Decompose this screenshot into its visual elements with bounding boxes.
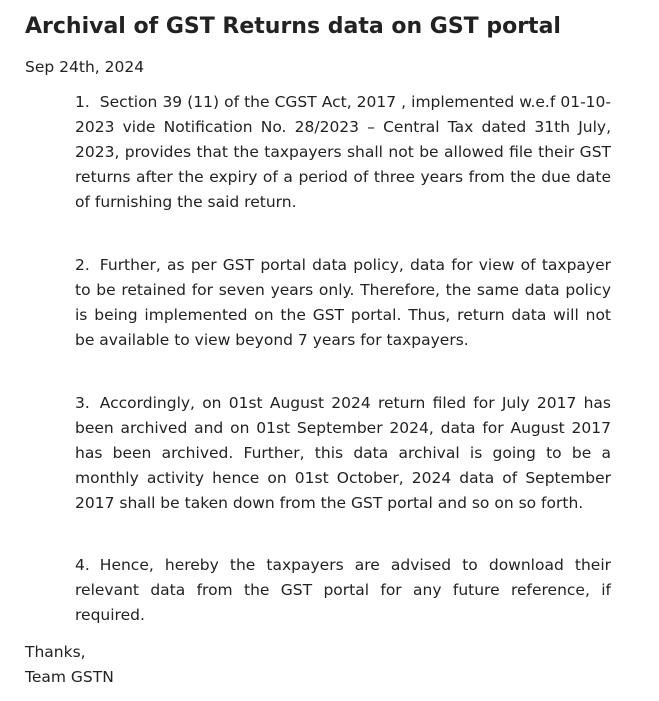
item-text: Further, as per GST portal data policy, data for view of taxpayer to be retained for seven years only. Therefore, the same data policy is being implemented on the GST portal. Thus, return data will not be available to view beyond 7 years for taxpayers. (75, 256, 611, 349)
publish-date: Sep 24th, 2024 (25, 58, 145, 76)
notice-item-2 (75, 253, 611, 353)
page-title: Archival of GST Returns data on GST portal (25, 14, 561, 39)
item-text: Section 39 (11) of the CGST Act, 2017 , implemented w.e.f 01-10-2023 vide Notification No. 28/2023 – Central Tax dated 31th July, 2023, provides that the taxpayers shall not be allowed file their GST returns after the expiry of a period of three years from the due date of furnishing the said return. (75, 93, 611, 211)
notice-item-4 (75, 553, 611, 628)
closing-team: Team GSTN (25, 668, 114, 686)
notice-item-3 (75, 391, 611, 516)
item-number: 1. (75, 93, 90, 111)
signature-block (25, 640, 114, 690)
item-number: 3. (75, 394, 90, 412)
item-number: 2. (75, 256, 90, 274)
closing-thanks: Thanks, (25, 643, 86, 661)
item-text: Accordingly, on 01st August 2024 return filed for July 2017 has been archived and on 01st September 2024, data for August 2017 has been archived. Further, this data archival is going to be a monthly activity hence on 01st October, 2024 data of September 2017 shall be taken down from the GST portal and so on so forth. (75, 394, 611, 512)
item-number: 4. (75, 556, 90, 574)
notice-item-1 (75, 90, 611, 215)
item-text: Hence, hereby the taxpayers are advised to download their relevant data from the GST portal for any future reference, if required. (75, 556, 611, 624)
